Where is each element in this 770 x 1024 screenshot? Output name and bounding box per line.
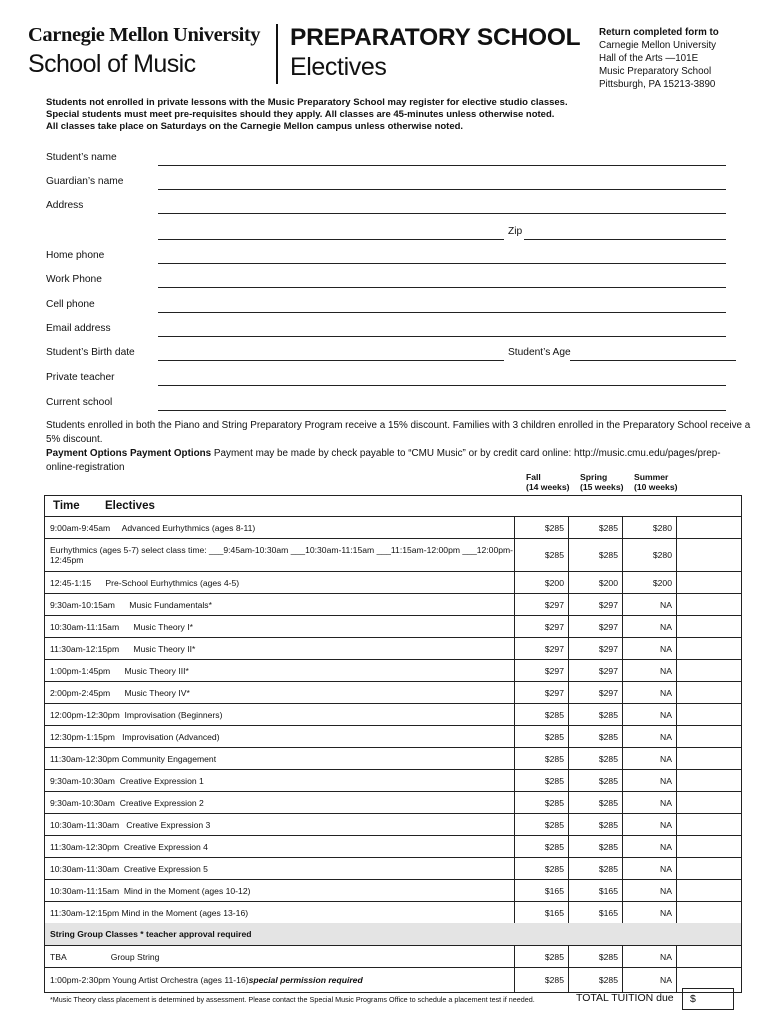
private-teacher-input[interactable] [158, 385, 726, 386]
price-fall: $297 [515, 638, 569, 659]
row-desc: 12:45-1:15 Pre-School Eurhythmics (ages 4-5) [45, 572, 515, 593]
table-row[interactable] [45, 792, 741, 814]
table-row[interactable] [45, 726, 741, 748]
season-name: Spring [580, 472, 608, 482]
current-school-label: Current school [46, 397, 113, 408]
work-phone-field [46, 274, 736, 288]
current-school-field [46, 397, 736, 411]
row-time: TBA [50, 951, 67, 962]
row-time: 1:00pm-2:30pm Young Artist Orchestra (ages 11-16) [50, 975, 249, 985]
table-row[interactable] [45, 858, 741, 880]
birth-date-field [46, 347, 736, 361]
birth-date-input[interactable] [158, 360, 504, 361]
select-cell[interactable] [677, 682, 741, 703]
select-cell[interactable] [677, 517, 741, 538]
private-teacher-field [46, 372, 736, 386]
price-spring: $285 [569, 814, 623, 835]
table-row[interactable] [45, 946, 741, 968]
row-desc: 9:30am-10:30am Creative Expression 2 [45, 792, 515, 813]
table-body [45, 517, 741, 923]
notice-line: Students not enrolled in private lessons with the Music Preparatory School may register for elective studio classes. [46, 97, 568, 108]
season-spring [580, 472, 623, 492]
row-desc: 9:30am-10:15am Music Fundamentals* [45, 594, 515, 615]
price-spring: $285 [569, 858, 623, 879]
row-desc: 9:30am-10:30am Creative Expression 1 [45, 770, 515, 791]
home-phone-input[interactable] [158, 263, 726, 264]
price-fall: $285 [515, 770, 569, 791]
row-desc: 9:00am-9:45am Advanced Eurhythmics (ages 8-11) [45, 517, 515, 538]
total-tuition-label: TOTAL TUITION due [576, 992, 674, 1004]
home-phone-field [46, 250, 736, 264]
notice-line: All classes take place on Saturdays on the Carnegie Mellon campus unless otherwise noted. [46, 121, 464, 132]
brand-university: Carnegie Mellon University [28, 24, 261, 46]
table-row[interactable] [45, 682, 741, 704]
price-spring: $297 [569, 594, 623, 615]
select-cell[interactable] [677, 594, 741, 615]
row-class-name: special permission required [248, 975, 363, 985]
table-row[interactable] [45, 968, 741, 992]
address-field [46, 200, 736, 214]
guardians-name-input[interactable] [158, 189, 726, 190]
season-name: Fall [526, 472, 541, 482]
row-desc [45, 968, 515, 992]
address-line: Music Preparatory School [599, 66, 712, 77]
discount-text: Students enrolled in both the Piano and String Preparatory Program receive a 15% discount. Families with 3 children enrolled in the Preparatory School receive a 5% discount. [46, 420, 751, 445]
return-address [599, 26, 759, 91]
price-spring: $285 [569, 770, 623, 791]
total-tuition-underline [682, 1009, 734, 1010]
row-desc: 1:00pm-1:45pm Music Theory III* [45, 660, 515, 681]
table-row[interactable] [45, 660, 741, 682]
price-fall: $165 [515, 902, 569, 923]
select-cell[interactable] [677, 836, 741, 857]
season-weeks: (14 weeks) [526, 482, 570, 492]
price-fall: $285 [515, 704, 569, 725]
price-spring: $297 [569, 682, 623, 703]
table-row[interactable] [45, 594, 741, 616]
table-row[interactable] [45, 517, 741, 539]
row-desc: 10:30am-11:15am Music Theory I* [45, 616, 515, 637]
table-row[interactable] [45, 572, 741, 594]
price-spring: $297 [569, 660, 623, 681]
season-fall [526, 472, 569, 492]
price-spring: $200 [569, 572, 623, 593]
select-cell[interactable] [677, 880, 741, 901]
price-fall: $297 [515, 682, 569, 703]
notice-line: Special students must meet pre-requisites should they apply. All classes are 45-minutes unless otherwise noted. [46, 109, 555, 120]
row-class-name: Group String [110, 951, 160, 962]
season-summer [634, 472, 677, 492]
price-summer: NA [623, 682, 677, 703]
row-desc: 11:30am-12:15pm Music Theory II* [45, 638, 515, 659]
payment-label: Payment Options [46, 448, 128, 459]
row-desc: 11:30am-12:30pm Community Engagement [45, 748, 515, 769]
price-summer: NA [623, 902, 677, 923]
price-summer: $200 [623, 572, 677, 593]
address-input[interactable] [158, 213, 726, 214]
season-weeks: (15 weeks) [580, 482, 624, 492]
table-row[interactable] [45, 748, 741, 770]
select-cell[interactable] [677, 638, 741, 659]
price-fall: $285 [515, 726, 569, 747]
return-label: Return completed form to [599, 27, 719, 38]
private-teacher-label: Private teacher [46, 372, 115, 383]
program-heading [290, 24, 620, 82]
price-spring: $285 [569, 726, 623, 747]
guardians-name-label: Guardian’s name [46, 176, 124, 187]
price-spring: $165 [569, 880, 623, 901]
cell-phone-input[interactable] [158, 312, 726, 313]
price-fall: $285 [515, 792, 569, 813]
total-tuition-input[interactable]: $ [682, 988, 734, 1010]
col-time: Time [53, 500, 80, 512]
price-summer: NA [623, 946, 677, 967]
email-input[interactable] [158, 336, 726, 337]
program-subtitle: Electives [290, 53, 387, 81]
header-divider [276, 24, 278, 84]
address-line2-input[interactable] [158, 239, 504, 240]
address-line: Carnegie Mellon University [599, 40, 717, 51]
price-summer: NA [623, 880, 677, 901]
table-row[interactable] [45, 836, 741, 858]
price-fall: $297 [515, 594, 569, 615]
select-cell[interactable] [677, 814, 741, 835]
students-name-field [46, 152, 736, 166]
row-desc [45, 946, 515, 967]
page-header [28, 24, 748, 94]
notice-text [46, 97, 736, 133]
price-summer: NA [623, 836, 677, 857]
email-label: Email address [46, 323, 111, 334]
footnote: *Music Theory class placement is determined by assessment. Please contact the Special Music Programs Office to schedule a placement test if needed. [50, 995, 535, 1004]
price-summer: NA [623, 704, 677, 725]
select-cell[interactable] [677, 726, 741, 747]
price-summer: NA [623, 660, 677, 681]
table-row[interactable] [45, 616, 741, 638]
price-spring: $285 [569, 704, 623, 725]
price-summer: NA [623, 858, 677, 879]
row-desc: 2:00pm-2:45pm Music Theory IV* [45, 682, 515, 703]
select-cell[interactable] [677, 902, 741, 923]
zip-label: Zip [508, 226, 523, 237]
select-cell[interactable] [677, 748, 741, 769]
price-fall: $285 [515, 858, 569, 879]
price-summer: NA [623, 792, 677, 813]
home-phone-label: Home phone [46, 250, 105, 261]
price-spring: $285 [569, 539, 623, 571]
price-summer: NA [623, 726, 677, 747]
row-desc: 10:30am-11:30am Creative Expression 5 [45, 858, 515, 879]
price-fall: $285 [515, 836, 569, 857]
price-spring: $297 [569, 616, 623, 637]
price-fall: $285 [515, 968, 569, 992]
program-title: PREPARATORY SCHOOL [290, 24, 581, 51]
row-desc: 11:30am-12:15pm Mind in the Moment (ages 13-16) [45, 902, 515, 923]
price-summer: NA [623, 968, 677, 992]
season-name: Summer [634, 472, 669, 482]
cell-phone-label: Cell phone [46, 299, 95, 310]
price-spring: $285 [569, 517, 623, 538]
select-cell[interactable] [677, 572, 741, 593]
select-cell[interactable] [677, 704, 741, 725]
price-spring: $297 [569, 638, 623, 659]
table-row[interactable] [45, 539, 741, 572]
price-fall: $285 [515, 748, 569, 769]
table-row[interactable] [45, 704, 741, 726]
address-line2-field [46, 226, 736, 240]
price-spring: $165 [569, 902, 623, 923]
price-fall: $285 [515, 814, 569, 835]
price-spring: $285 [569, 792, 623, 813]
age-label: Student’s Age [508, 347, 571, 358]
col-electives: Electives [105, 500, 155, 512]
row-desc: 11:30am-12:30pm Creative Expression 4 [45, 836, 515, 857]
price-summer: NA [623, 616, 677, 637]
price-fall: $285 [515, 539, 569, 571]
select-cell[interactable] [677, 616, 741, 637]
cell-phone-field [46, 299, 736, 313]
students-name-input[interactable] [158, 165, 726, 166]
section-row [45, 923, 741, 946]
address-line: Hall of the Arts —101E [599, 53, 699, 64]
work-phone-label: Work Phone [46, 274, 102, 285]
work-phone-input[interactable] [158, 287, 726, 288]
price-fall: $200 [515, 572, 569, 593]
table-row[interactable] [45, 638, 741, 660]
price-summer: NA [623, 748, 677, 769]
row-desc: 10:30am-11:15am Mind in the Moment (ages 10-12) [45, 880, 515, 901]
students-name-label: Student’s name [46, 152, 117, 163]
row-desc: 10:30am-11:30am Creative Expression 3 [45, 814, 515, 835]
price-fall: $297 [515, 616, 569, 637]
price-fall: $285 [515, 946, 569, 967]
row-desc: 12:30pm-1:15pm Improvisation (Advanced) [45, 726, 515, 747]
select-cell[interactable] [677, 946, 741, 967]
select-cell[interactable] [677, 770, 741, 791]
age-input[interactable] [570, 360, 736, 361]
brand-school: School of Music [28, 50, 196, 78]
price-summer: NA [623, 814, 677, 835]
price-summer: $280 [623, 517, 677, 538]
table-row[interactable] [45, 902, 741, 923]
price-fall: $165 [515, 880, 569, 901]
price-spring: $285 [569, 946, 623, 967]
address-label: Address [46, 200, 84, 211]
electives-table [44, 495, 742, 993]
select-cell[interactable] [677, 539, 741, 571]
table-row[interactable] [45, 814, 741, 836]
price-fall: $285 [515, 517, 569, 538]
section-label: String Group Classes * teacher approval required [45, 923, 741, 945]
select-cell[interactable] [677, 792, 741, 813]
payment-label: Payment Options [129, 448, 212, 459]
price-spring: $285 [569, 748, 623, 769]
guardians-name-field [46, 176, 736, 190]
email-field [46, 323, 736, 337]
price-spring: $285 [569, 836, 623, 857]
birth-date-label: Student’s Birth date [46, 347, 135, 358]
address-line: Pittsburgh, PA 15213-3890 [599, 79, 716, 90]
select-cell[interactable] [677, 858, 741, 879]
table-header [45, 496, 741, 517]
price-summer: $280 [623, 539, 677, 571]
payment-text: Payment may be made by check payable to “CMU Music” or by credit card online: http://music.cmu.edu/pages/prep-online-registration [46, 448, 721, 473]
season-weeks: (10 weeks) [634, 482, 678, 492]
price-fall: $297 [515, 660, 569, 681]
price-spring: $285 [569, 968, 623, 992]
payment-options [46, 447, 746, 475]
current-school-input[interactable] [158, 410, 726, 411]
row-desc: Eurhythmics (ages 5-7) select class time: ___9:45am-10:30am ___10:30am-11:15am ___11:15am-12:00pm ___12:00pm-12:45pm [45, 539, 515, 571]
table-row[interactable] [45, 880, 741, 902]
price-summer: NA [623, 770, 677, 791]
zip-input[interactable] [524, 239, 726, 240]
price-summer: NA [623, 594, 677, 615]
table-row[interactable] [45, 770, 741, 792]
price-summer: NA [623, 638, 677, 659]
row-desc: 12:00pm-12:30pm Improvisation (Beginners) [45, 704, 515, 725]
brand-logo [28, 24, 270, 79]
select-cell[interactable] [677, 660, 741, 681]
